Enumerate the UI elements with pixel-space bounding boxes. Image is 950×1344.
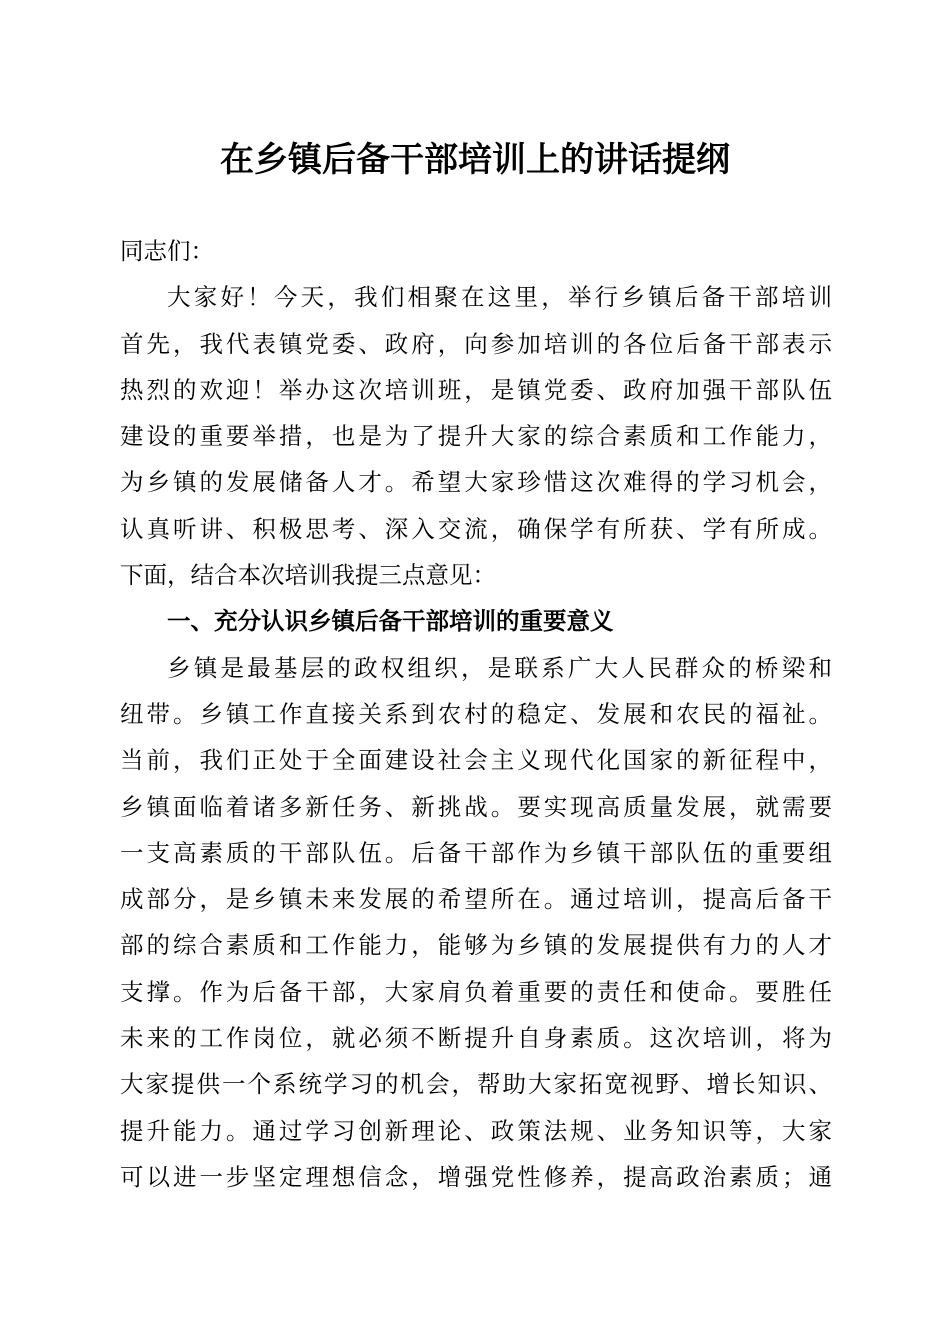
intro-line: 为乡镇的发展储备人才。希望大家珍惜这次难得的学习机会， [120,468,832,497]
section-line: 纽带。乡镇工作直接关系到农村的稳定、发展和农民的福祉。 [120,699,832,728]
document-title: 在乡镇后备干部培训上的讲话提纲 [220,140,730,180]
section-line: 支撑。作为后备干部，大家肩负着重要的责任和使命。要胜任 [120,977,832,1006]
salutation: 同志们： [120,237,214,265]
intro-line: 热烈的欢迎！举办这次培训班，是镇党委、政府加强干部队伍 [120,375,832,404]
section-paragraph [120,645,832,1201]
section-line: 乡镇是最基层的政权组织，是联系广大人民群众的桥梁和 [167,653,832,682]
section-line: 大家提供一个系统学习的机会，帮助大家拓宽视野、增长知识、 [120,1070,832,1099]
section-line: 乡镇面临着诸多新任务、新挑战。要实现高质量发展，就需要 [120,792,832,821]
intro-line: 大家好！今天，我们相聚在这里，举行乡镇后备干部培训 [167,283,832,312]
intro-line: 首先，我代表镇党委、政府，向参加培训的各位后备干部表示 [120,329,832,358]
section-line: 可以进一步坚定理想信念，增强党性修养，提高政治素质；通 [120,1162,832,1191]
section-line: 未来的工作岗位，就必须不断提升自身素质。这次培训，将为 [120,1024,832,1053]
section-line: 提升能力。通过学习创新理论、政策法规、业务知识等，大家 [120,1116,832,1145]
section-line: 部的综合素质和工作能力，能够为乡镇的发展提供有力的人才 [120,931,832,960]
section-line: 当前，我们正处于全面建设社会主义现代化国家的新征程中， [120,746,832,775]
intro-line: 建设的重要举措，也是为了提升大家的综合素质和工作能力， [120,422,832,451]
intro-line: 认真听讲、积极思考、深入交流，确保学有所获、学有所成。 [120,514,832,543]
document-body [120,228,832,1200]
section-heading: 一、充分认识乡镇后备干部培训的重要意义 [167,607,614,636]
intro-line: 下面，结合本次培训我提三点意见： [120,561,496,590]
section-line: 成部分，是乡镇未来发展的希望所在。通过培训，提高后备干 [120,885,832,914]
intro-paragraph [120,274,832,598]
section-line: 一支高素质的干部队伍。后备干部作为乡镇干部队伍的重要组 [120,838,832,867]
